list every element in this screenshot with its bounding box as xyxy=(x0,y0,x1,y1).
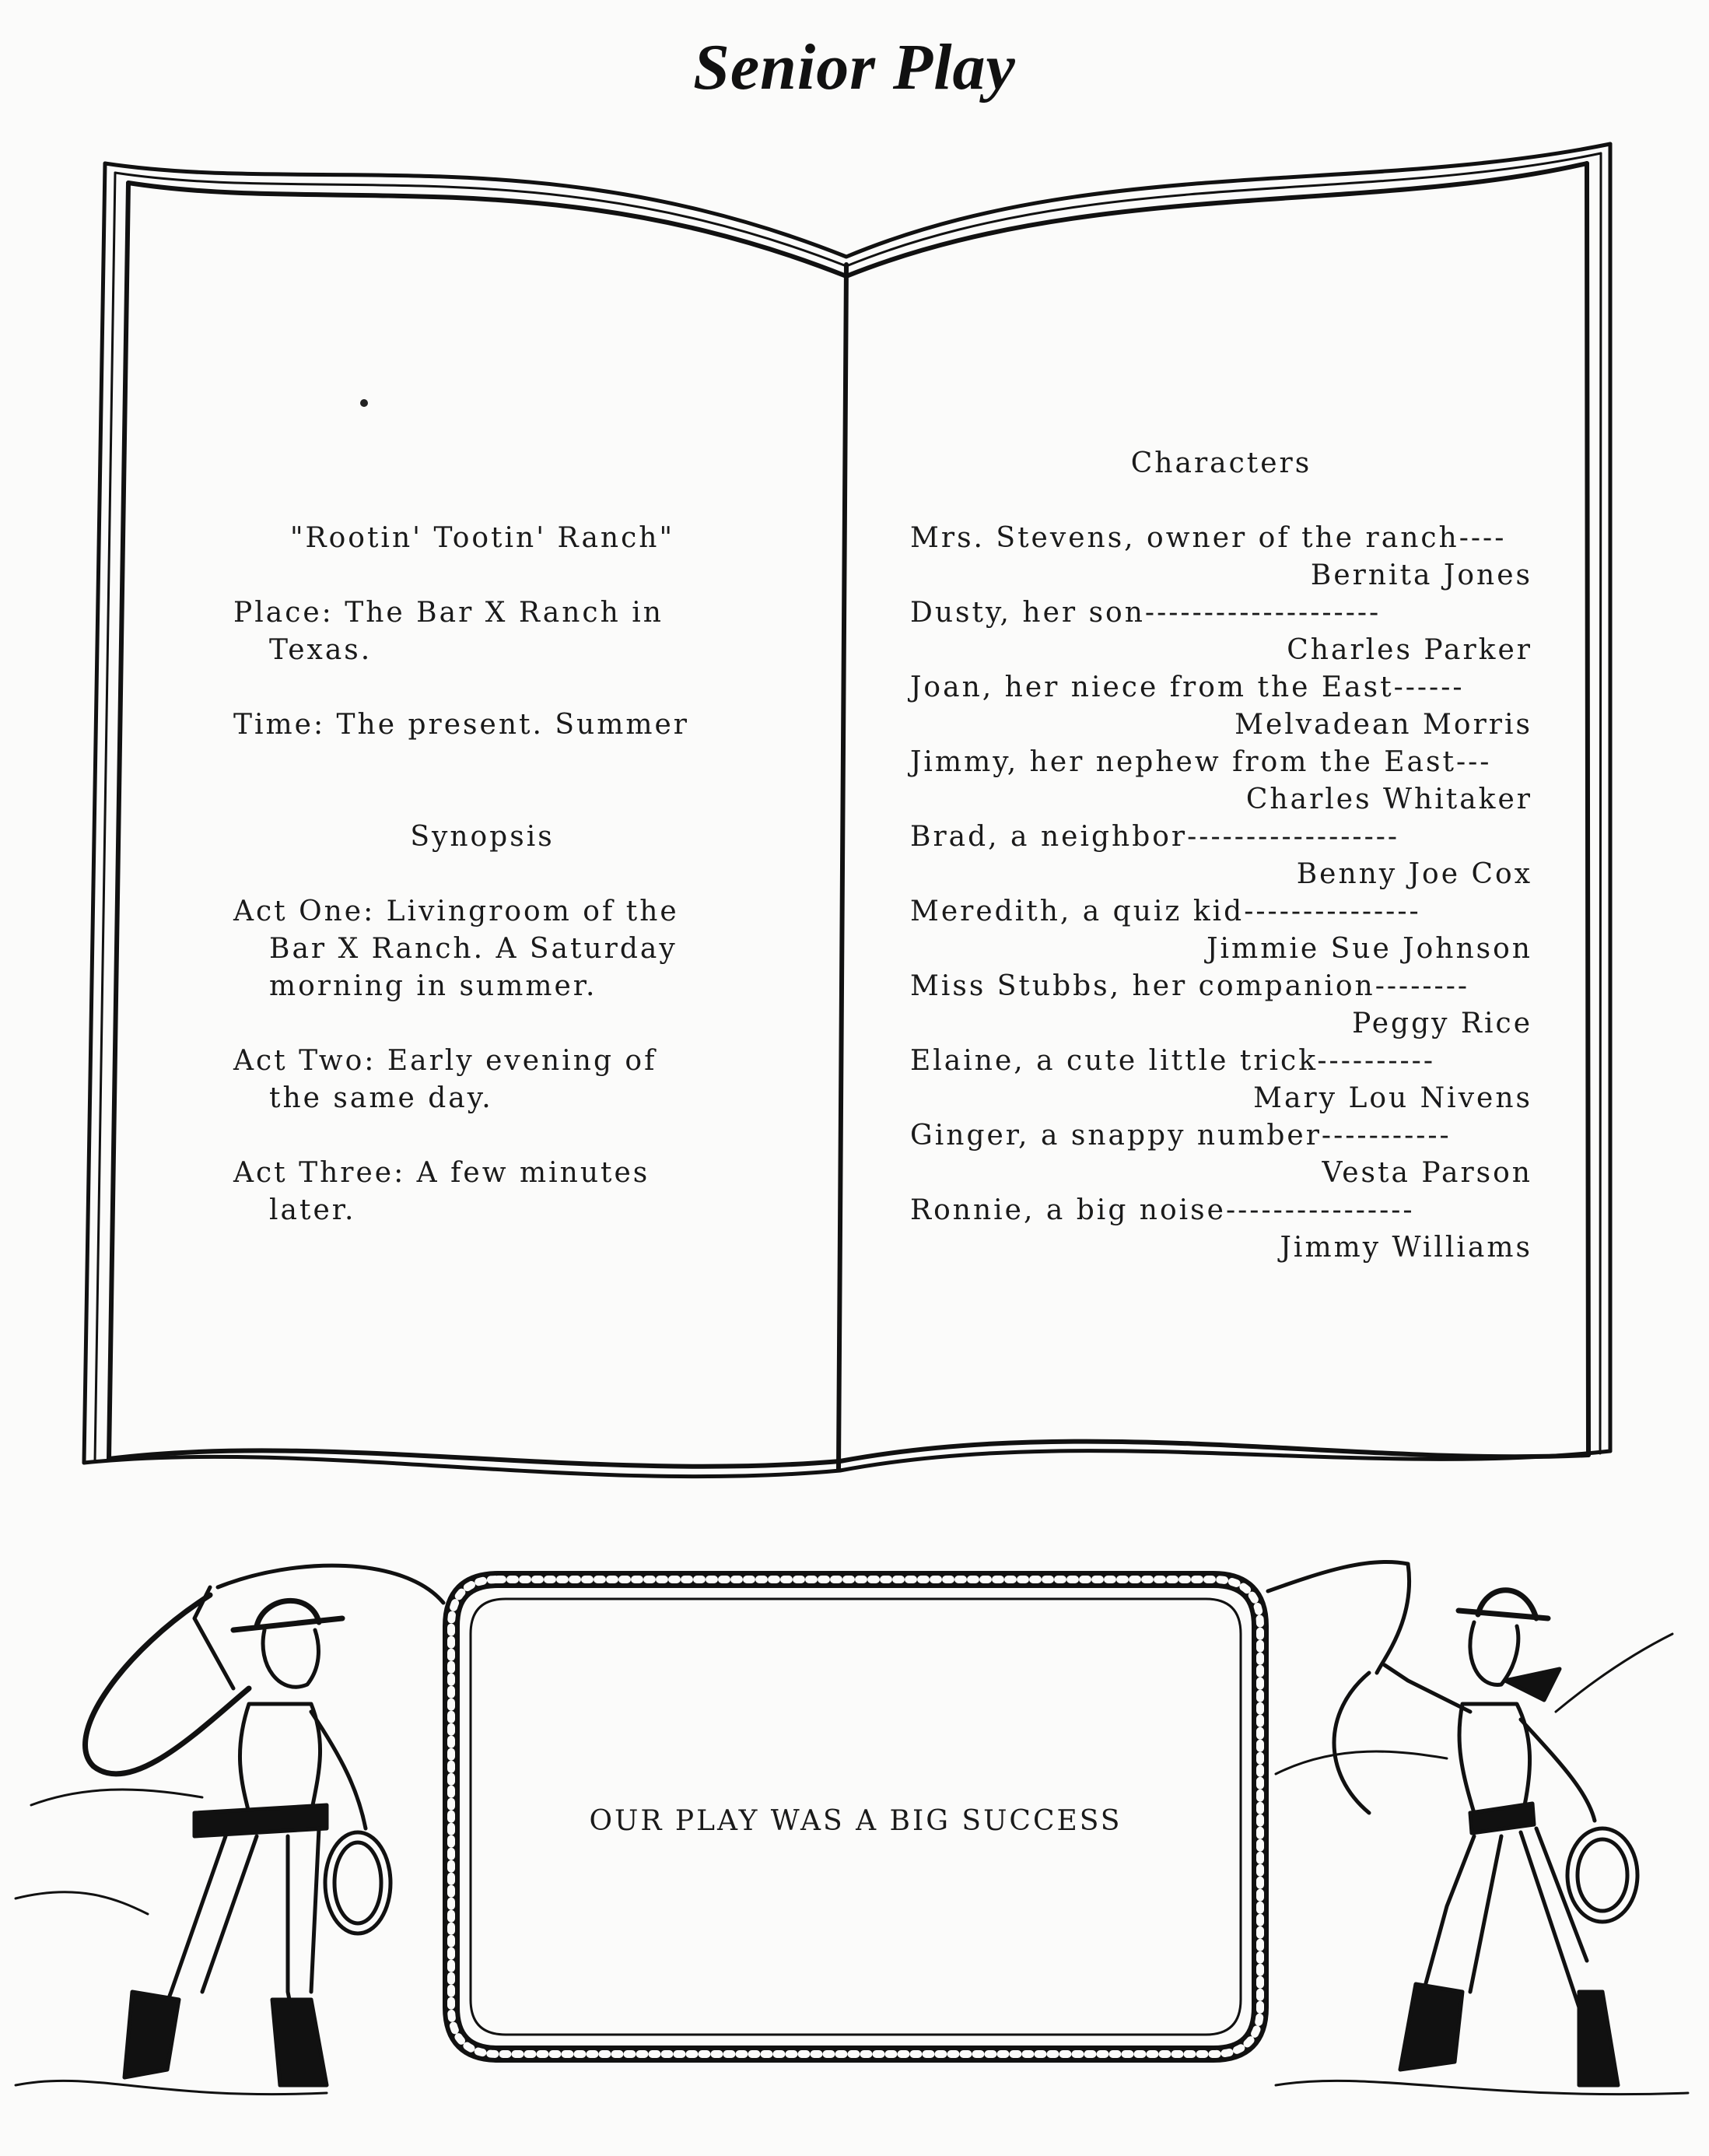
cast-role: Miss Stubbs, her companion-------- xyxy=(910,970,1470,1002)
page-title: Senior Play xyxy=(693,31,1016,103)
act-one-line: Act One: Livingroom of the xyxy=(233,896,679,927)
synopsis-heading: Synopsis xyxy=(410,821,555,853)
cast-role: Mrs. Stevens, owner of the ranch---- xyxy=(910,522,1507,554)
act-one-line-2: Bar X Ranch. A Saturday xyxy=(269,933,678,965)
cast-actor: Jimmie Sue Johnson xyxy=(1206,933,1532,965)
cast-actor: Peggy Rice xyxy=(1352,1008,1532,1039)
act-two-line-2: the same day. xyxy=(269,1082,493,1114)
cast-actor: Charles Parker xyxy=(1287,634,1532,666)
cast-role: Brad, a neighbor------------------ xyxy=(910,821,1400,853)
act-three-line: Act Three: A few minutes xyxy=(233,1157,650,1189)
cast-role: Meredith, a quiz kid--------------- xyxy=(910,896,1421,927)
cast-actor: Jimmy Williams xyxy=(1280,1232,1532,1264)
act-one-line-3: morning in summer. xyxy=(269,970,597,1002)
cast-actor: Charles Whitaker xyxy=(1245,784,1532,815)
play-title: "Rootin' Tootin' Ranch" xyxy=(289,522,675,554)
rope-frame-caption: OUR PLAY WAS A BIG SUCCESS xyxy=(589,1805,1122,1837)
time-line: Time: The present. Summer xyxy=(233,709,689,741)
act-two-line: Act Two: Early evening of xyxy=(233,1045,657,1077)
cast-actor: Mary Lou Nivens xyxy=(1253,1082,1532,1114)
place-line: Place: The Bar X Ranch in xyxy=(233,597,664,629)
cowboy-left xyxy=(16,1565,443,2095)
cast-role: Ronnie, a big noise---------------- xyxy=(910,1194,1415,1226)
cast-actor: Benny Joe Cox xyxy=(1296,858,1532,890)
cast-role: Ginger, a snappy number----------- xyxy=(910,1120,1452,1152)
cast-role: Jimmy, her nephew from the East--- xyxy=(910,746,1492,778)
act-three-line-2: later. xyxy=(269,1194,356,1226)
characters-heading: Characters xyxy=(1130,447,1312,479)
cast-actor: Bernita Jones xyxy=(1310,559,1532,591)
cast-role: Joan, her niece from the East------ xyxy=(910,671,1465,703)
cast-actor: Melvadean Morris xyxy=(1234,709,1532,741)
cast-role: Elaine, a cute little trick---------- xyxy=(910,1045,1436,1077)
cowboy-right xyxy=(1268,1562,1688,2094)
place-line-continued: Texas. xyxy=(269,634,373,666)
cast-role: Dusty, her son-------------------- xyxy=(910,597,1382,629)
cast-actor: Vesta Parson xyxy=(1322,1157,1532,1189)
